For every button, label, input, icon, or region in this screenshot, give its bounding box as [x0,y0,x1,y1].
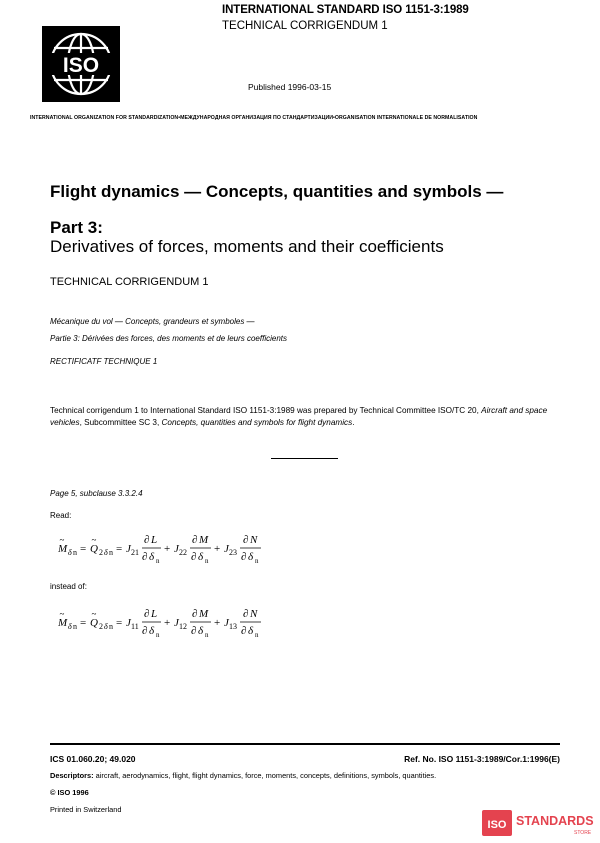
document-title: Flight dynamics — Concepts, quantities and symbols — [50,182,504,201]
svg-text:n: n [255,557,259,565]
coef-read-2: 22 [179,548,187,557]
svg-text:∂: ∂ [241,551,247,563]
svg-text:=: = [116,543,123,555]
svg-text:n: n [109,548,113,557]
svg-text:δ: δ [149,625,155,637]
watermark-badge: ISO [487,819,507,831]
svg-text:∂: ∂ [243,534,249,546]
svg-text:∂: ∂ [191,625,197,637]
svg-text:J: J [224,543,229,555]
published-date: Published 1996-03-15 [248,82,332,92]
svg-text:Q: Q [90,543,98,555]
svg-text:∂: ∂ [192,534,198,546]
svg-text:n: n [109,622,113,631]
watermark-sub: STORE [574,830,592,836]
separator-rule [271,458,338,459]
svg-text:∂: ∂ [241,625,247,637]
iso-logo [42,26,120,102]
read-label: Read: [50,511,72,520]
svg-text:∂: ∂ [144,608,150,620]
copyright: © ISO 1996 [50,788,89,797]
part-title: Derivatives of forces, moments and their coefficients [50,237,444,256]
organization-line: INTERNATIONAL ORGANIZATION FOR STANDARDIZATION•МЕЖДУНАРОДНАЯ ОРГАНИЗАЦИЯ ПО СТАНДАРТИЗАЦИИ•ORGANISATION INTERNATIONALE DE NORMALISATION [30,115,478,121]
corrigendum-header: TECHNICAL CORRIGENDUM 1 [222,20,388,32]
coef-instead-1: 11 [131,622,139,631]
footer-rule [50,743,560,745]
watermark-brand: STANDARDS [516,814,594,828]
svg-text:n: n [205,631,209,639]
svg-text:∂: ∂ [144,534,150,546]
svg-text:δ: δ [149,551,155,563]
svg-text:n: n [156,631,160,639]
svg-text:Q: Q [90,617,98,629]
svg-text:∂: ∂ [192,608,198,620]
descriptors: Descriptors: aircraft, aerodynamics, flight, flight dynamics, force, moments, concepts, definitions, symbols, quantities. [50,771,437,780]
svg-text:J: J [224,617,229,629]
coef-read-1: 21 [131,548,139,557]
french-part: Partie 3: Dérivées des forces, des moments et de leurs coefficients [50,334,287,343]
svg-text:δ: δ [68,622,72,631]
svg-text:J: J [174,617,179,629]
svg-text:L: L [151,534,158,546]
svg-text:n: n [255,631,259,639]
coef-instead-3: 13 [229,622,237,631]
svg-text:~: ~ [59,535,65,545]
svg-text:=: = [116,617,123,629]
svg-text:∂: ∂ [243,608,249,620]
svg-text:δ: δ [104,622,108,631]
svg-text:δ: δ [248,625,254,637]
french-corrigendum: RECTIFICATF TECHNIQUE 1 [50,357,158,366]
svg-text:J: J [174,543,179,555]
formula-read [58,530,318,568]
coef-instead-2: 12 [179,622,187,631]
svg-text:+: + [214,617,221,629]
svg-text:δ: δ [248,551,254,563]
svg-text:J: J [126,617,131,629]
french-title: Mécanique du vol — Concepts, grandeurs et symboles — [50,317,255,326]
svg-text:=: = [80,543,87,555]
svg-text:δ: δ [198,551,204,563]
svg-text:n: n [156,557,160,565]
ics-codes: ICS 01.060.20; 49.020 [50,754,136,764]
svg-text:n: n [73,548,77,557]
reference-number: Ref. No. ISO 1151-3:1989/Cor.1:1996(E) [404,754,560,764]
svg-text:N: N [250,608,258,620]
body-paragraph: Technical corrigendum 1 to International Standard ISO 1151-3:1989 was prepared by Technical Committee ISO/TC 20, Aircraft and space vehicles, Subcommittee SC 3, Concepts, quantities and symbols for flight dynamics. [50,406,548,427]
svg-text:~: ~ [91,535,97,545]
svg-text:δ: δ [198,625,204,637]
corrigendum-label: TECHNICAL CORRIGENDUM 1 [50,276,209,288]
svg-text:N: N [250,534,258,546]
svg-text:+: + [214,543,221,555]
svg-text:δ: δ [104,548,108,557]
svg-text:δ: δ [68,548,72,557]
svg-text:∂: ∂ [142,551,148,563]
svg-text:M: M [58,617,68,629]
svg-text:~: ~ [91,609,97,619]
svg-text:2: 2 [99,548,103,557]
part-label: Part 3: [50,218,103,237]
svg-text:J: J [126,543,131,555]
instead-label: instead of: [50,582,87,591]
printed-in: Printed in Switzerland [50,805,122,814]
coef-read-3: 23 [229,548,237,557]
svg-text:M: M [199,534,209,546]
svg-text:∂: ∂ [191,551,197,563]
svg-text:∂: ∂ [142,625,148,637]
svg-text:~: ~ [59,609,65,619]
svg-text:M: M [199,608,209,620]
svg-text:n: n [73,622,77,631]
svg-text:2: 2 [99,622,103,631]
svg-text:n: n [205,557,209,565]
standards-store-watermark [482,806,597,840]
svg-text:M: M [58,543,68,555]
svg-text:=: = [80,617,87,629]
standard-number: INTERNATIONAL STANDARD ISO 1151-3:1989 [222,4,469,16]
page-reference: Page 5, subclause 3.3.2.4 [50,489,143,498]
svg-text:+: + [164,617,171,629]
svg-text:L: L [151,608,158,620]
svg-text:+: + [164,543,171,555]
iso-logo-text: ISO [62,54,100,77]
formula-instead [58,604,318,642]
